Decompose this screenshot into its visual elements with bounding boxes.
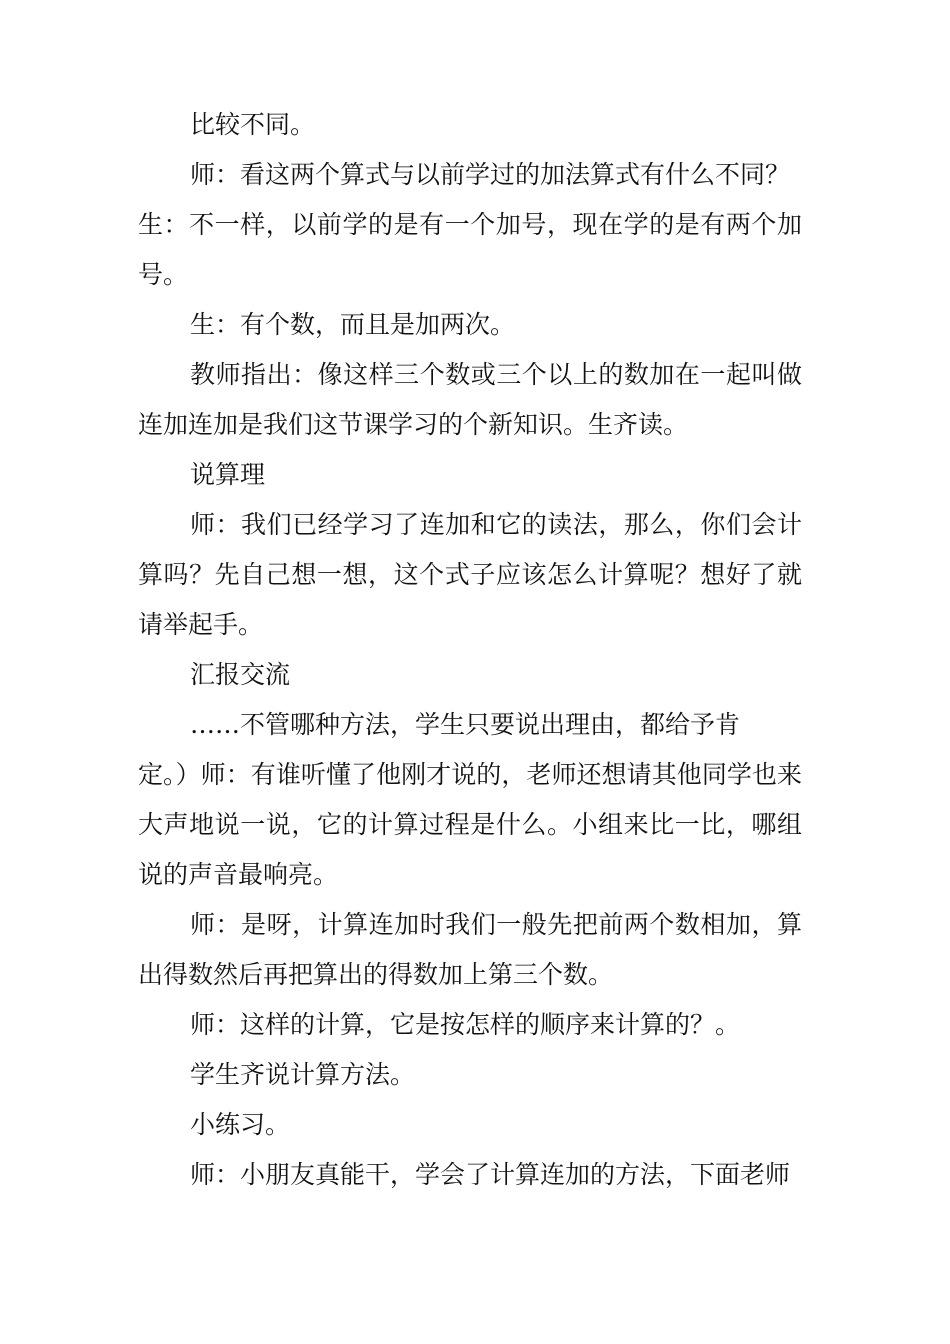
paragraph: 小练习。 [190, 1110, 291, 1139]
paragraph: 生：有个数，而且是加两次。 [190, 310, 516, 339]
paragraph: 师：小朋友真能干，学会了计算连加的方法，下面老师 [190, 1160, 791, 1189]
paragraph: 教师指出：像这样三个数或三个以上的数加在一起叫做连加连加是我们这节课学习的个新知识。生齐读。 [138, 360, 802, 439]
paragraph: ……不管哪种方法，学生只要说出理由，都给予肯 [190, 710, 741, 739]
document-body [138, 100, 802, 1200]
section-heading: 说算理 [190, 460, 266, 489]
paragraph: 学生齐说计算方法。 [190, 1060, 416, 1089]
paragraph: 师：我们已经学习了连加和它的读法，那么，你们会计算吗？先自己想一想，这个式子应该怎么计算呢？想好了就请举起手。 [138, 510, 802, 639]
paragraph: 师：是呀，计算连加时我们一般先把前两个数相加，算出得数然后再把算出的得数加上第三个数。 [138, 910, 802, 989]
paragraph: 师：看这两个算式与以前学过的加法算式有什么不同？ [190, 160, 791, 189]
paragraph: 定。）师：有谁听懂了他刚才说的，老师还想请其他同学也来大声地说一说，它的计算过程是什么。小组来比一比，哪组说的声音最响亮。 [138, 760, 802, 889]
paragraph: 生：不一样，以前学的是有一个加号，现在学的是有两个加号。 [138, 210, 802, 289]
section-heading: 汇报交流 [190, 660, 291, 689]
paragraph: 比较不同。 [190, 110, 316, 139]
paragraph: 师：这样的计算，它是按怎样的顺序来计算的？。 [190, 1010, 741, 1039]
